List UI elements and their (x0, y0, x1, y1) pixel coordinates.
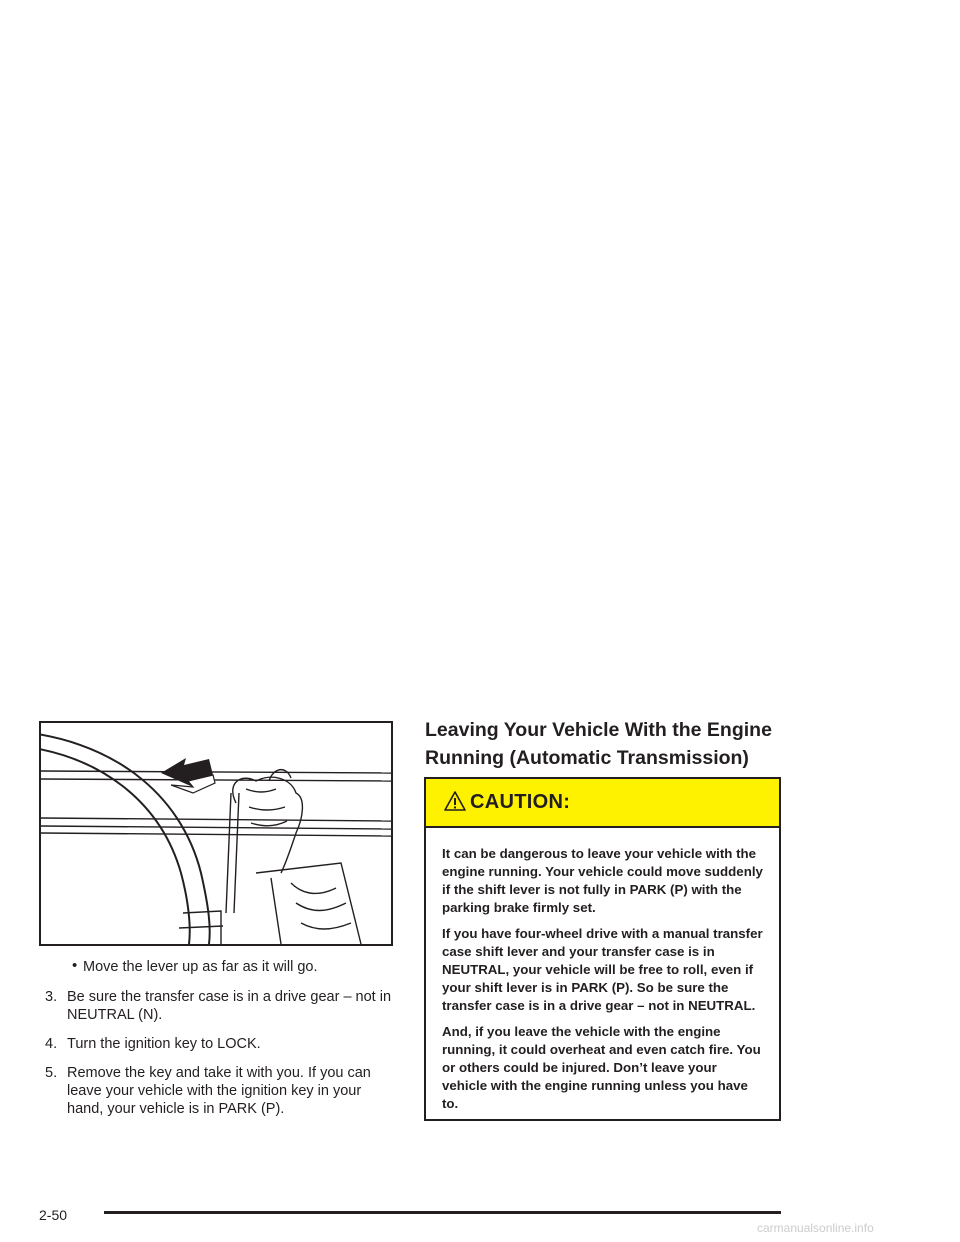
bullet-text: Move the lever up as far as it will go. (83, 959, 318, 975)
step-text: Turn the ignition key to LOCK. (67, 1036, 261, 1052)
section-heading: Leaving Your Vehicle With the Engine Running (Automatic Transmission) (425, 719, 772, 769)
step-3 (45, 988, 395, 1024)
step-text: Remove the key and take it with you. If you can leave your vehicle with the ignition key in your hand, your vehicle is in PARK (P). (67, 1065, 371, 1117)
caution-body (426, 828, 779, 1113)
step-4 (45, 1035, 395, 1053)
page-number: 2-50 (39, 1207, 68, 1223)
bullet-dot-icon: • (72, 957, 78, 974)
watermark: carmanualsonline.info (757, 1221, 874, 1235)
step-number: 5. (45, 1065, 58, 1081)
footer-rule (104, 1211, 781, 1214)
caution-paragraph: And, if you leave the vehicle with the engine running, it could overheat and even catch fire. You or others could be injured. Don’t leave your vehicle with the engine running unless you have to. (442, 1024, 761, 1111)
shift-lever-drawing (41, 723, 391, 944)
warning-triangle-icon (444, 790, 466, 812)
caution-title: CAUTION: (470, 791, 571, 813)
illustration-shift-lever (39, 721, 393, 946)
caution-paragraph: If you have four-wheel drive with a manual transfer case shift lever and your transfer case is in NEUTRAL, your vehicle will be free to roll, even if your shift lever is in PARK (P). So be sure the transfer case is in a drive gear – not in NEUTRAL. (442, 926, 763, 1013)
step-number: 4. (45, 1036, 58, 1052)
bullet-item (45, 958, 395, 976)
caution-paragraph: It can be dangerous to leave your vehicle with the engine running. Your vehicle could move suddenly if the shift lever is not fully in PARK (P) with the parking brake firmly set. (442, 846, 763, 915)
step-number: 3. (45, 989, 58, 1005)
caution-box (424, 777, 781, 1121)
caution-header (426, 779, 779, 828)
step-text: Be sure the transfer case is in a drive gear – not in NEUTRAL (N). (67, 989, 392, 1023)
left-column-instructions (45, 958, 395, 1129)
step-5 (45, 1064, 395, 1118)
